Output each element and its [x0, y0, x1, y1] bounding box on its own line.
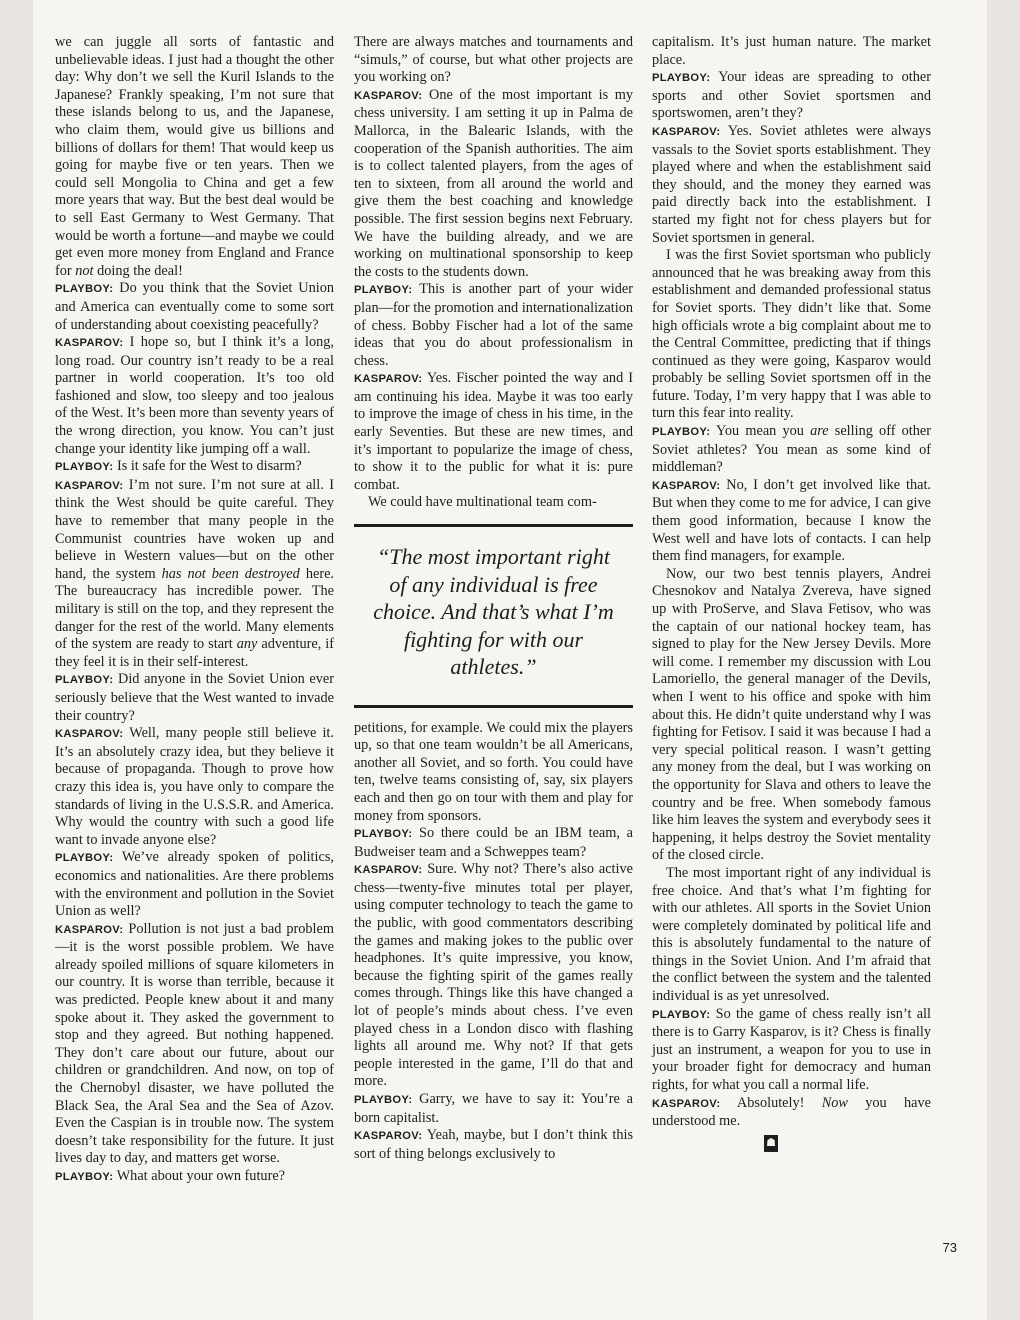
paragraph	[55, 458, 334, 477]
paragraph-text: capitalism. It’s just human nature. The market place.	[652, 34, 931, 68]
paragraph-text: There are always matches and tournaments and “simuls,” of course, but what other projects are you working on?	[354, 34, 633, 86]
paragraph	[55, 921, 334, 1168]
speaker-label: PLAYBOY:	[652, 72, 711, 85]
paragraph-text: We could have multinational team com-	[368, 494, 597, 511]
emphasis-text: are	[810, 423, 829, 440]
speaker-label: PLAYBOY:	[55, 674, 114, 687]
paragraph	[652, 123, 931, 247]
paragraph	[354, 861, 633, 1091]
emphasis-text: Now	[821, 1094, 848, 1111]
paragraph	[652, 69, 931, 123]
paragraph	[55, 849, 334, 920]
paragraph-text: The most important right of any individual is free choice. And that’s what I’m fighting for with our athletes. All sports in the Soviet Union were completely dominated by political life and this is absolutely fundamental to the nature of things in the Soviet Union. And I’m afraid that the conflict between the system and the talented individual is as yet unresolved.	[652, 864, 931, 1005]
paragraph-text: One of the most important is my chess university. I am setting it up in Palma de Mallorca, in the Balearic Islands, with the cooperation of the Spanish authorities. The aim is to collect talented players, from the ages of ten to sixteen, from all around the world and give them the best coaching and knowledge possible. The first session begins next February. We have the building already, and we are working on multinational sponsorship to keep the costs to the students down.	[354, 86, 633, 280]
emphasis-text: has not been destroyed	[161, 565, 300, 582]
paragraph-text: I hope so, but I think it’s a long, long road. Our country isn’t ready to be a real partner in world cooperation. It’s too old fashioned and slow, too sleepy and too jealous of the West. It’s been more than seventy years of the wrong direction, you know. You can’t just change your identity like jumping off a wall.	[55, 334, 334, 457]
paragraph	[652, 34, 931, 69]
column-3-text	[652, 34, 931, 1131]
speaker-label: PLAYBOY:	[354, 284, 413, 297]
paragraph	[354, 825, 633, 861]
paragraph-text: I’m not sure. I’m not sure at all. I think the West should be quite careful. They have to remember that many people in the Communist countries have woken up and believe in Western values—but on the other hand, the system	[55, 476, 334, 582]
magazine-page	[33, 0, 987, 1320]
paragraph-text: Yeah, maybe, but I don’t think this sort of thing belongs exclusively to	[354, 1127, 634, 1162]
paragraph	[652, 566, 931, 865]
speaker-label: PLAYBOY:	[652, 1008, 711, 1021]
speaker-label: KASPAROV:	[55, 923, 124, 936]
speaker-label: PLAYBOY:	[55, 1171, 114, 1183]
paragraph	[652, 865, 931, 1006]
speaker-label: KASPAROV:	[652, 125, 721, 138]
emphasis-text: any	[236, 636, 258, 653]
paragraph-text: Do you think that the Soviet Union and America can eventually come to some sort of understanding about coexisting peacefully?	[55, 280, 334, 333]
paragraph	[652, 247, 931, 423]
speaker-label: KASPAROV:	[354, 1130, 423, 1143]
speaker-label: KASPAROV:	[652, 1097, 721, 1110]
paragraph-text: Your ideas are spreading to other sports and other Soviet sportsmen and sportswomen, aren’t they?	[652, 69, 931, 122]
page-number: 73	[942, 1240, 957, 1255]
paragraph	[354, 370, 633, 494]
paragraph-text: selling off other Soviet athletes? You mean as some kind of middleman?	[652, 423, 931, 476]
paragraph-text: Pollution is not just a bad problem—it is the worst possible problem. We have already spoiled millions of square kilometers in our country. It is worse than terrible, because it was predicted. People knew about it and many spoke about it. They asked the government to stop and they agreed. But nothing happened. They don’t care about our future, about our children or grandchildren. And now, on top of the Chernobyl disaster, we have polluted the Black Sea, the Aral Sea and the Sea of Azov. Even the Caspian is in trouble now. The system doesn’t take responsibility for the future. It just lives day to day, and matters get worse.	[55, 920, 334, 1167]
paragraph	[354, 1127, 633, 1163]
paragraph	[55, 477, 334, 672]
paragraph-text: doing the deal!	[93, 262, 183, 279]
pull-quote: “The most important right of any individual is free choice. And that’s what I’m fighting for with our athletes.”	[354, 524, 633, 708]
paragraph	[652, 1095, 931, 1131]
paragraph	[652, 423, 931, 477]
speaker-label: KASPAROV:	[354, 89, 423, 102]
paragraph	[354, 87, 633, 282]
paragraph-text: So there could be an IBM team, a Budweiser team and a Schweppes team?	[354, 825, 633, 860]
paragraph-text: Well, many people still believe it. It’s an absolutely crazy idea, but they believe it because of propaganda. Though to prove how crazy this idea is, you have only to compare the standards of living in the U.S.S.R. and America. Why would the country with such a good life want to invade anyone else?	[55, 725, 334, 848]
paragraph-text: we can juggle all sorts of fantastic and unbelievable ideas. I just had a thought the other day: Why don’t we sell the Kuril Islands to the Japanese? Frankly speaking, I’m not sure that these islands belong to us, and the Japanese, who claim them, would give us billions and billions of dollars for them! That would keep us going for maybe five or ten years. Then we could sell Mongolia to China and get a few more years that way. But the best deal would be to sell East Germany to West Germany. That would be worth a fortune—and maybe we could get even more money from England and France for	[55, 34, 334, 279]
column-2-top	[354, 34, 633, 512]
emphasis-text: not	[75, 262, 94, 279]
rabbit-head-end-mark-icon: ☗	[764, 1135, 778, 1152]
column-2-bottom	[354, 720, 633, 1164]
speaker-label: PLAYBOY:	[354, 1094, 413, 1106]
paragraph-text: Now, our two best tennis players, Andrei Chesnokov and Natalya Zvereva, have signed up with ProServe, and Slava Fetisov, who was the captain of our national hockey team, has signed to play for the New Jersey Devils. More will come. I remember my discussion with Lou Lamoriello, the general manager of the Devils, when I went to his office and spoke with him about this. He didn’t quite understand why I was fighting for Fetisov. I said it was because I had a very special political reason. I wasn’t getting any money from the deal, but I was working on the opportunity for Slava and others to leave the country and be free. When somebody famous like him leaves the system and everybody sees it happening, it helps destroy the Soviet mentality of the closed circle.	[652, 565, 931, 864]
paragraph	[354, 281, 633, 370]
speaker-label: KASPAROV:	[354, 373, 423, 386]
speaker-label: PLAYBOY:	[55, 283, 114, 296]
paragraph-text: Did anyone in the Soviet Union ever seriously believe that the West wanted to invade their country?	[55, 671, 334, 724]
column-3	[652, 34, 931, 1152]
paragraph-text: Yes. Fischer pointed the way and I am continuing his idea. Maybe it was too early to improve the image of chess in his time, in the early Seventies. But these are new times, and it’s important to popularize the image of chess, to show it to the public for what it is: pure combat.	[354, 370, 633, 493]
paragraph-text: What about your own future?	[116, 1168, 286, 1184]
paragraph-text: Garry, we have to say it: You’re a born capitalist.	[354, 1091, 634, 1126]
paragraph	[652, 477, 931, 566]
paragraph	[354, 494, 633, 512]
paragraph-text: We’ve already spoken of politics, economics and nationalities. Are there problems with the environment and pollution in the Soviet Union as well?	[55, 849, 334, 920]
paragraph	[55, 34, 334, 280]
paragraph-text: adventure, if they feel it is in their self-interest.	[55, 636, 334, 670]
speaker-label: PLAYBOY:	[55, 461, 114, 474]
speaker-label: KASPAROV:	[354, 864, 423, 877]
paragraph-text: here. The bureaucracy has incredible power. The military is still on the top, and they represent the danger for the rest of the world. Many elements of the system are ready to start	[55, 565, 334, 653]
paragraph	[55, 725, 334, 849]
paragraph-text: Absolutely!	[736, 1094, 822, 1111]
speaker-label: KASPAROV:	[55, 728, 124, 741]
paragraph-text: you have understood me.	[652, 1094, 931, 1130]
paragraph	[55, 671, 334, 725]
speaker-label: KASPAROV:	[55, 337, 124, 350]
column-1	[55, 34, 334, 1187]
column-2	[354, 34, 633, 1163]
paragraph	[354, 34, 633, 87]
paragraph	[55, 334, 334, 458]
paragraph-text: I was the first Soviet sportsman who publicly announced that he was breaking away from this establishment and demanded professional status for Soviet sports. They didn’t like that. Some high officials wrote a big complaint about me to the Central Committee, predicting that if things continued as they were going, Kasparov would probably be selling Soviet sportsmen off in the future. Today, I’m very happy that I was able to turn this fear into reality.	[652, 247, 931, 422]
paragraph	[354, 1091, 633, 1127]
paragraph	[55, 280, 334, 334]
paragraph-text: You mean you	[716, 423, 811, 440]
paragraph-text: Sure. Why not? There’s also active chess—twenty-five minutes total per player, using computer technology to teach the game to the public, with good commentators describing the games and making jokes to the public over headphones. It’s quite impressive, you know, because the fighting spirit of the games really comes through. Things like this have changed a lot of people’s minds about chess. I’ve even played chess in a London disco with flashing lights all around me. Why not? If that gets people interested in the game, I’ll do that and more.	[354, 861, 633, 1090]
paragraph-text: Yes. Soviet athletes were always vassals to the Soviet sports establishment. They played where and when the establishment said they should, and the money they earned was paid directly back into the establishment. I started my fight not for chess players but for Soviet sportsmen in general.	[652, 122, 932, 246]
speaker-label: KASPAROV:	[652, 479, 721, 492]
speaker-label: KASPAROV:	[55, 479, 124, 492]
paragraph-text: This is another part of your wider plan—for the promotion and internationalization of chess. Bobby Fischer had a lot of the same ideas that you do about professionalism in chess.	[354, 281, 633, 369]
speaker-label: PLAYBOY:	[652, 426, 711, 439]
speaker-label: PLAYBOY:	[354, 828, 413, 841]
paragraph-text: So the game of chess really isn’t all there is to Garry Kasparov, is it? Chess is finally just an instrument, a weapon for you to use in your broader fight for democracy and human rights, for what you call a normal life.	[652, 1005, 931, 1094]
speaker-label: PLAYBOY:	[55, 852, 114, 865]
paragraph-text: No, I don’t get involved like that. But when they come to me for advice, I can give them good information, because I know the West well and have lots of contacts. I can help them find managers, for example.	[652, 476, 932, 565]
paragraph-text: Is it safe for the West to disarm?	[116, 458, 302, 475]
paragraph	[652, 1006, 931, 1095]
paragraph	[55, 1168, 334, 1187]
paragraph-text: petitions, for example. We could mix the players up, so that one team wouldn’t be all Americans, another all Soviet, and so forth. You could have ten, twelve teams consisting of, say, six players each and then go on tour with them and play for money from sponsors.	[354, 719, 633, 824]
paragraph	[354, 720, 633, 826]
